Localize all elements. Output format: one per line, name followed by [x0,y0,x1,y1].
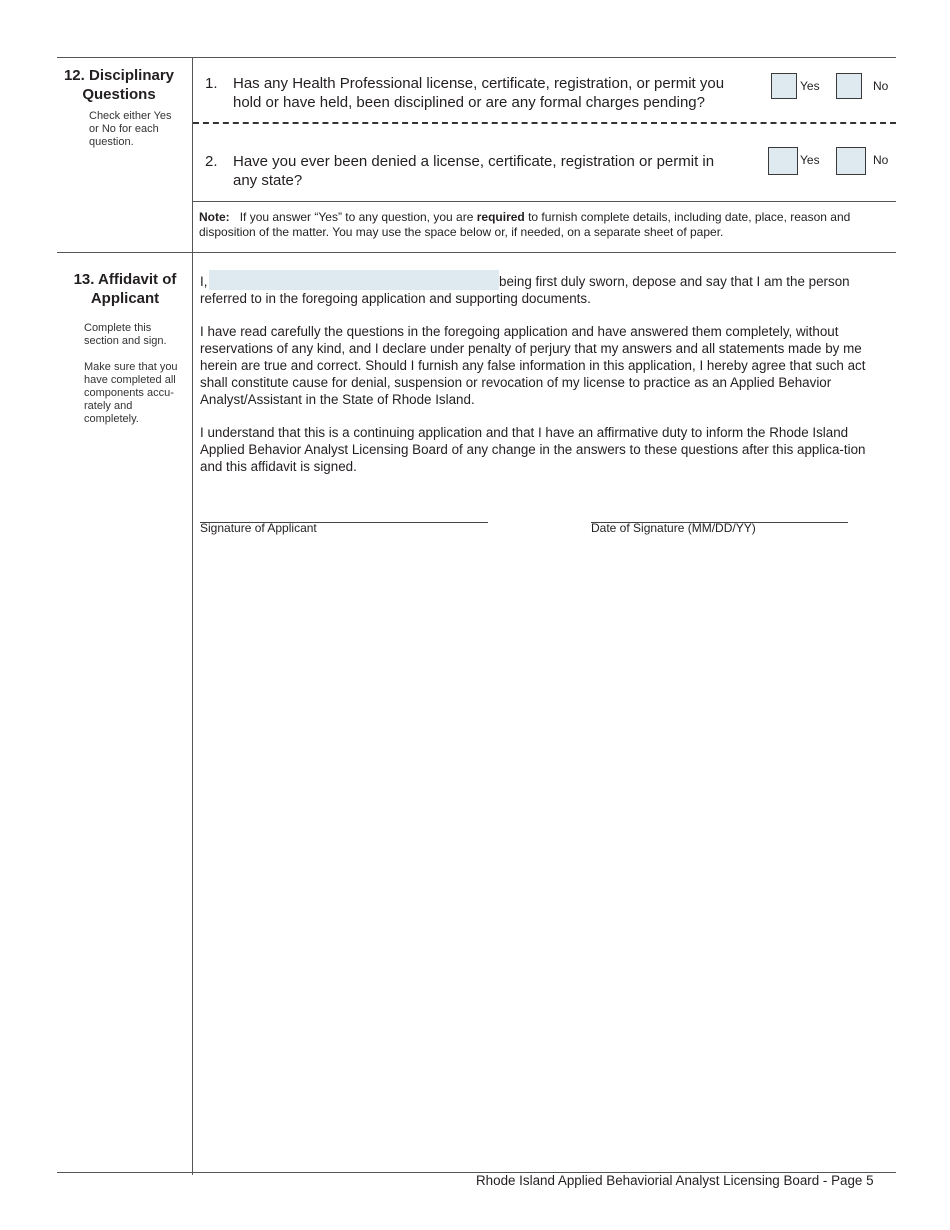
signature-label: Signature of Applicant [200,521,317,535]
note-text-after: to furnish complete details, including date, place, reason and disposition of the matter. You may use the space below or, if needed, on a separate sheet of paper. [199,210,851,239]
question-2-line2: any state? [233,172,303,189]
top-border [57,57,896,58]
question-2-number: 2. [205,153,218,170]
section-divider [57,252,896,253]
question-2-text [233,152,714,190]
question-2-yes-label: Yes [800,153,820,167]
disciplinary-note [199,210,889,240]
applicant-name-field[interactable] [209,270,499,290]
question-1-no-checkbox[interactable] [836,73,862,99]
section-12-title-line1: 12. Disciplinary [63,67,175,84]
left-column-divider [192,57,193,1175]
section-12-title-line2: Questions [82,86,156,103]
note-top-border [193,201,896,202]
question-1-yes-checkbox[interactable] [771,73,797,99]
section-12-title [58,66,180,104]
section-13-title-line1: 13. Affidavit of [73,271,177,288]
question-1-line2: hold or have held, been disciplined or are any formal charges pending? [233,94,705,111]
date-label: Date of Signature (MM/DD/YY) [591,521,756,535]
question-2-no-label: No [873,153,889,167]
affidavit-paragraph-3: I understand that this is a continuing application and that I have an affirmative duty to inform the Rhode Island Applied Behavior Analyst Licensing Board of any change in the answers to these questions after this applica-tion and this affidavit is signed. [200,425,866,474]
section-12-instructions: Check either Yes or No for each question. [89,110,172,148]
question-1-yes-label: Yes [800,79,820,93]
section-13-title [60,270,190,308]
question-1 [205,74,750,114]
section-13-title-line2: Applicant [90,290,160,307]
section-13-instructions-1: Complete this section and sign. [84,322,167,347]
affidavit-paragraph-2: I have read carefully the questions in the foregoing application and have answered them completely, without reservations of any kind, and I declare under penalty of perjury that my answers and all statements made by me herein are true and correct. Should I furnish any false information in this application, I hereby agree that such act shall constitute cause for denial, suspension or revocation of my license to practice as an Applied Behavior Analyst/Assistant in the State of Rhode Island. [200,324,866,407]
question-2-line1: Have you ever been denied a license, certificate, registration or permit in [233,153,715,170]
question-2 [205,152,750,192]
note-label: Note: [199,210,230,224]
affidavit-after-name: being first duly sworn, depose and say that I am the person [499,274,850,289]
note-required: required [476,210,525,224]
question-2-yes-checkbox[interactable] [768,147,798,175]
question-1-no-label: No [873,79,889,93]
question-1-line1: Has any Health Professional license, certificate, registration, or permit you [233,75,725,92]
question-2-no-checkbox[interactable] [836,147,866,175]
section-13-instructions-2: Make sure that you have completed all components accu-rately and completely. [84,361,178,425]
question-1-number: 1. [205,75,218,92]
affidavit-prefix: I, [200,274,208,289]
page-footer: Rhode Island Applied Behaviorial Analyst Licensing Board - Page 5 [476,1173,874,1188]
note-text-before: If you answer “Yes” to any question, you are [239,210,474,224]
question-1-text [233,74,724,112]
question-separator [193,122,896,124]
affidavit-line2: referred to in the foregoing application and supporting documents. [200,291,591,306]
